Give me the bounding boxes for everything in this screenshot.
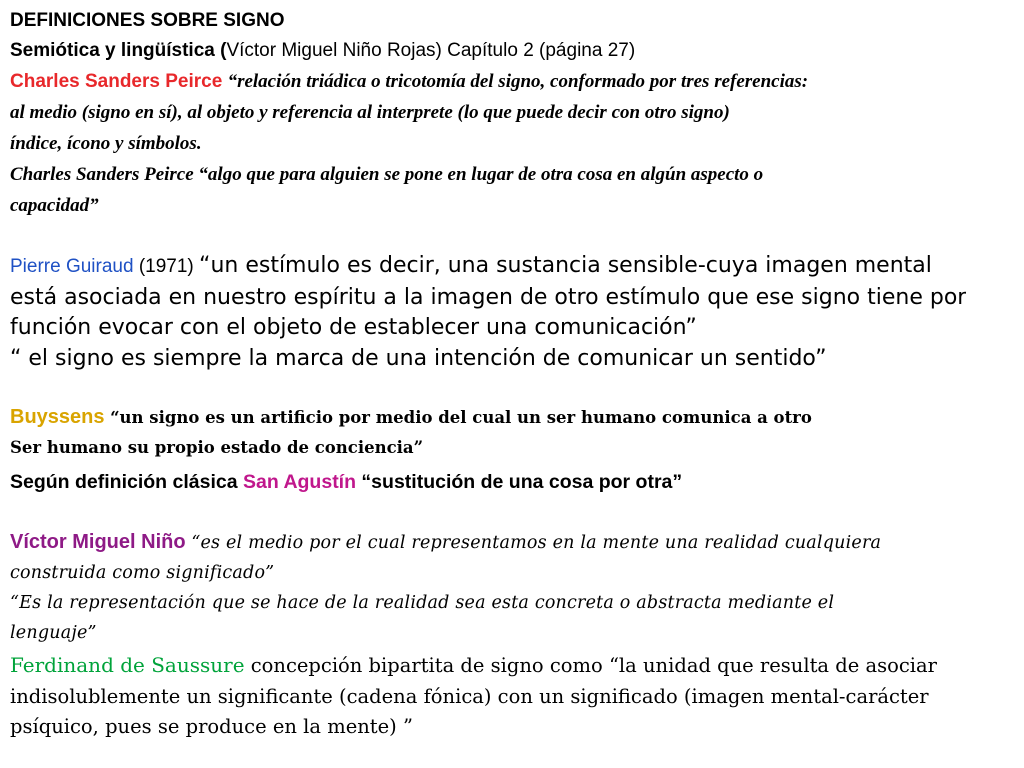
agustin-author: San Agustín (242, 471, 357, 493)
nino-line-2: construida como significado” (10, 563, 275, 583)
buyssens-author: Buyssens (10, 406, 111, 428)
nino-author: Víctor Miguel Niño (10, 531, 186, 553)
peirce-line-1 (10, 71, 808, 93)
saussure-line-1 (10, 653, 937, 677)
nino-line-4: lenguaje” (10, 623, 97, 643)
peirce-line-5: capacidad” (10, 195, 99, 216)
source-line (10, 40, 635, 62)
page-title: DEFINICIONES SOBRE SIGNO (10, 10, 285, 31)
buyssens-quote-1: “un signo es un artificio por medio del cual un ser humano comunica a otro (110, 408, 812, 427)
buyssens-line-2: Ser humano su propio estado de conciencia” (10, 438, 424, 457)
agustin-quote: “sustitución de una cosa por otra” (356, 471, 683, 493)
guiraud-line-2: está asociada en nuestro espíritu a la imagen de otro estímulo que ese signo tiene por (10, 285, 967, 310)
guiraud-line-4: “ el signo es siempre la marca de una intención de comunicar un sentido” (10, 346, 827, 371)
source-reference: Víctor Miguel Niño Rojas) Capítulo 2 (página 27) (226, 40, 636, 61)
peirce-line-4: Charles Sanders Peirce “algo que para alguien se pone en lugar de otra cosa en algún aspecto o (10, 164, 764, 185)
saussure-author: Ferdinand de Saussure (10, 653, 245, 677)
guiraud-author: Pierre Guiraud (10, 256, 134, 277)
guiraud-year: (1971) (133, 256, 200, 277)
agustin-prefix: Según definición clásica (10, 471, 243, 493)
saussure-line-3: psíquico, pues se produce en la mente) ” (10, 715, 413, 738)
guiraud-line-3: función evocar con el objeto de establecer una comunicación” (10, 315, 697, 340)
nino-line-1 (10, 531, 881, 554)
peirce-line-3: índice, ícono y símbolos. (10, 133, 202, 154)
saussure-line-2: indisolublemente un significante (cadena fónica) con un significado (imagen mental-carácter (10, 685, 929, 708)
peirce-quote-1: “relación triádica o tricotomía del signo, conformado por tres referencias: (227, 71, 809, 92)
guiraud-quote-1: “un estímulo es decir, una sustancia sensible-cuya imagen mental (199, 253, 932, 278)
source-label: Semiótica y lingüística ( (10, 40, 227, 61)
peirce-author: Charles Sanders Peirce (10, 71, 228, 92)
agustin-line (10, 471, 682, 494)
nino-quote-1: “es el medio por el cual representamos en la mente una realidad cualquiera (185, 533, 882, 553)
peirce-line-2: al medio (signo en sí), al objeto y referencia al interprete (lo que puede decir con otro signo) (10, 102, 730, 123)
guiraud-line-1 (10, 253, 932, 278)
buyssens-line-1 (10, 406, 812, 429)
nino-line-3: “Es la representación que se hace de la realidad sea esta concreta o abstracta mediante el (10, 593, 835, 613)
saussure-quote-1: concepción bipartita de signo como “la unidad que resulta de asociar (244, 654, 937, 677)
